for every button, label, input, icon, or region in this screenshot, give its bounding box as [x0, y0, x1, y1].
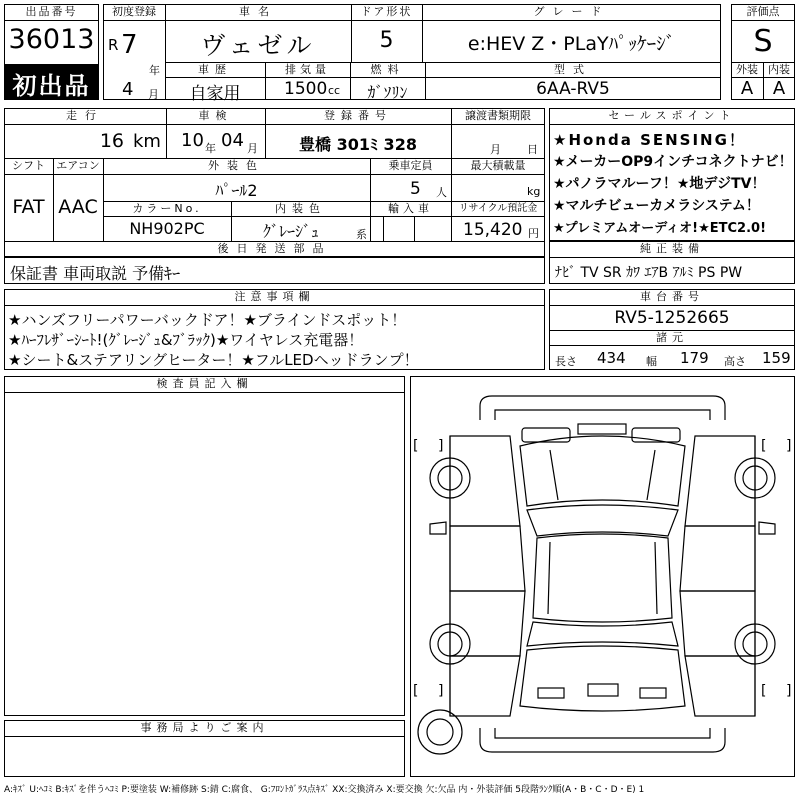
front-fender-left [450, 436, 520, 526]
sales-point-line: ★プレミアムオーディオ!★ETC2.0! [553, 221, 767, 236]
fuel-label: 燃料 [370, 63, 405, 76]
chassis-label: 車台番号 [640, 290, 704, 303]
capacity-unit: 人 [436, 186, 447, 199]
later-parts-label: 後日発送部品 [217, 242, 332, 255]
legend-text: A:ｷｽﾞ U:ﾍｺﾐ B:ｷｽﾞを伴うﾍｺﾐ P:要塗装 W:補修跡 S:錆 C:腐食、 G:ﾌﾛﾝﾄｶﾞﾗｽ点ｷｽﾞ XX:交換済み X:要交換 欠:欠品 内・外装評価 5段階ﾗﾝｸ順(A・B・C・D・E) 1 [4, 785, 645, 795]
first-reg-month: 4 [122, 79, 134, 100]
inspector-label: 検査員記入欄 [156, 377, 253, 390]
transfer-month-unit: 月 [490, 143, 501, 156]
hood-line-right [647, 450, 655, 500]
model-code-label: 型式 [554, 63, 592, 76]
model-code-value: 6AA-RV5 [536, 79, 610, 99]
score-value: S [753, 24, 773, 59]
front-door-right [680, 526, 755, 591]
fuel-value: ｶﾞｿﾘﾝ [367, 83, 408, 102]
rear-fender-right [685, 656, 755, 716]
exterior-label: 外装 [736, 63, 758, 76]
color-no-value: NH902PC [129, 219, 205, 238]
grade-label: グレード [533, 5, 610, 18]
recycle-label: リサイクル預託金 [458, 203, 538, 214]
note-line: ★ハンズフリーパワーバックドア！★ブラインドスポット！ [8, 311, 407, 329]
capacity-label: 乗車定員 [388, 159, 433, 172]
transfer-label: 譲渡書類期限 [465, 109, 531, 122]
import-label: 輸入車 [388, 202, 433, 215]
roof-line-right [655, 542, 657, 614]
shift-value: FAT [12, 196, 45, 218]
ext-color-value: ﾊﾟｰﾙ2 [215, 181, 258, 200]
registration-label: 登録番号 [324, 109, 392, 122]
bracket-front-left-open: [ [413, 438, 419, 454]
sales-points-label: セールスポイント [608, 109, 736, 122]
equipment-label: 純正装備 [640, 242, 704, 255]
roof [533, 534, 672, 622]
inspection-year-unit: 年 [205, 142, 216, 155]
door-value: 5 [379, 28, 394, 53]
taillight-right [640, 688, 666, 698]
bracket-front-right-open: [ [761, 438, 767, 454]
sales-point-line: ★マルチビューカメラシステム！ [553, 198, 760, 214]
grille [578, 424, 626, 434]
int-color-suffix: 系 [356, 228, 367, 241]
int-color-value: ｸﾞﾚｰｼﾞｭ [262, 222, 319, 241]
dimensions-label: 諸元 [656, 331, 688, 344]
first-reg-label: 初度登録 [112, 5, 156, 18]
displacement-label: 排気量 [285, 63, 330, 76]
hood [520, 436, 685, 506]
displacement-unit: cc [328, 84, 341, 97]
bracket-front-left-close: ] [438, 438, 444, 454]
rear-bumper-inner [495, 728, 710, 738]
rear-bumper-outline [480, 728, 725, 752]
height-label: 高さ [724, 355, 746, 368]
mileage-value: 16 [99, 130, 124, 152]
max-load-unit: kg [527, 185, 541, 198]
height-value: 159 [762, 349, 791, 367]
mirror-left [430, 522, 446, 534]
grade-value: e:HEV Z・PLaYﾊﾟｯｹｰｼﾞ [467, 33, 676, 55]
roof-line-left [548, 542, 550, 614]
front-fender-right [685, 436, 755, 526]
shift-label: シフト [12, 159, 45, 172]
later-parts-value: 保証書 車両取説 予備ｷｰ [10, 264, 181, 283]
front-bumper-outline [480, 396, 725, 420]
length-value: 434 [597, 349, 626, 367]
trunk [520, 646, 685, 711]
first-reg-month-unit: 月 [148, 88, 159, 101]
first-reg-year-unit: 年 [149, 64, 160, 77]
sales-point-line: ★パノラマルーフ！★地デジTV！ [553, 176, 766, 192]
note-line: ★シート&ステアリングヒーター！★フルLEDヘッドランプ！ [8, 351, 419, 369]
mileage-label: 走行 [66, 109, 104, 122]
displacement-value: 1500 [284, 79, 328, 99]
interior-score: A [772, 78, 786, 99]
bracket-rear-left-close: ] [438, 683, 444, 699]
registration-value: 豊橋 301ﾐ 328 [299, 135, 417, 154]
headlight-left [522, 428, 570, 442]
first-listing-text: 初出品 [12, 72, 91, 100]
inspector-box [4, 376, 405, 716]
aircon-value: AAC [58, 196, 98, 218]
first-reg-era: R [108, 36, 119, 54]
spare-wheel [418, 710, 462, 754]
width-value: 179 [680, 349, 709, 367]
bracket-rear-left-open: [ [413, 683, 419, 699]
history-label: 車歴 [198, 63, 232, 76]
mileage-unit: km [133, 131, 161, 152]
max-load-label: 最大積載量 [470, 159, 526, 172]
exterior-score: A [740, 78, 754, 99]
recycle-unit: 円 [528, 227, 539, 240]
capacity-value: 5 [410, 179, 421, 199]
rear-plate [588, 684, 618, 696]
bracket-rear-right-open: [ [761, 683, 767, 699]
lot-label: 出品番号 [25, 5, 78, 18]
note-line: ★ﾊｰﾌﾚｻﾞｰｼｰﾄ!(ｸﾞﾚｰｼﾞｭ&ﾌﾞﾗｯｸ)★ワイヤレス充電器！ [8, 331, 364, 349]
mirror-right [759, 522, 775, 534]
bracket-front-right-close: ] [786, 438, 792, 454]
ext-color-label: 外装色 [208, 159, 265, 172]
office-label: 事務局よりご案内 [140, 721, 269, 734]
score-label: 評価点 [746, 5, 780, 18]
front-bumper-inner [495, 410, 710, 420]
notes-label: 注意事項欄 [234, 290, 315, 303]
inspection-label: 車検 [198, 109, 233, 122]
sales-point-line: ★Honda SENSING！ [553, 131, 746, 149]
transfer-day-unit: 日 [527, 143, 538, 156]
aircon-label: エアコン [56, 159, 100, 172]
inspection-month-unit: 月 [247, 142, 258, 155]
length-label: 長さ [555, 355, 577, 368]
bracket-rear-right-close: ] [786, 683, 792, 699]
rear-glass [527, 622, 678, 646]
interior-label: 内装 [768, 63, 790, 76]
lot-number: 36013 [8, 24, 95, 55]
width-label: 幅 [646, 355, 657, 368]
hood-line-left [550, 450, 558, 500]
rear-fender-left [450, 656, 520, 716]
front-door-left [450, 526, 525, 591]
sales-point-line: ★メーカーOP9インチコネクトナビ！ [553, 154, 793, 170]
equipment-value: ﾅﾋﾞ TV SR ｶﾜ ｴｱB ｱﾙﾐ PS PW [555, 265, 743, 281]
windshield [527, 505, 678, 536]
taillight-left [538, 688, 564, 698]
car-name-value: ヴェゼル [200, 31, 316, 60]
car-name-label: 車名 [239, 5, 277, 18]
recycle-value: 15,420 [463, 220, 523, 240]
inspection-month: 04 [221, 130, 244, 151]
color-no-label: カラーNo. [132, 202, 202, 215]
int-color-label: 内装色 [275, 202, 326, 215]
inspection-year: 10 [181, 130, 204, 151]
first-reg-year: 7 [121, 30, 138, 60]
car-diagram [410, 376, 795, 777]
door-label: ドア形状 [360, 5, 413, 18]
history-value: 自家用 [189, 84, 241, 104]
chassis-value: RV5-1252665 [614, 308, 730, 328]
